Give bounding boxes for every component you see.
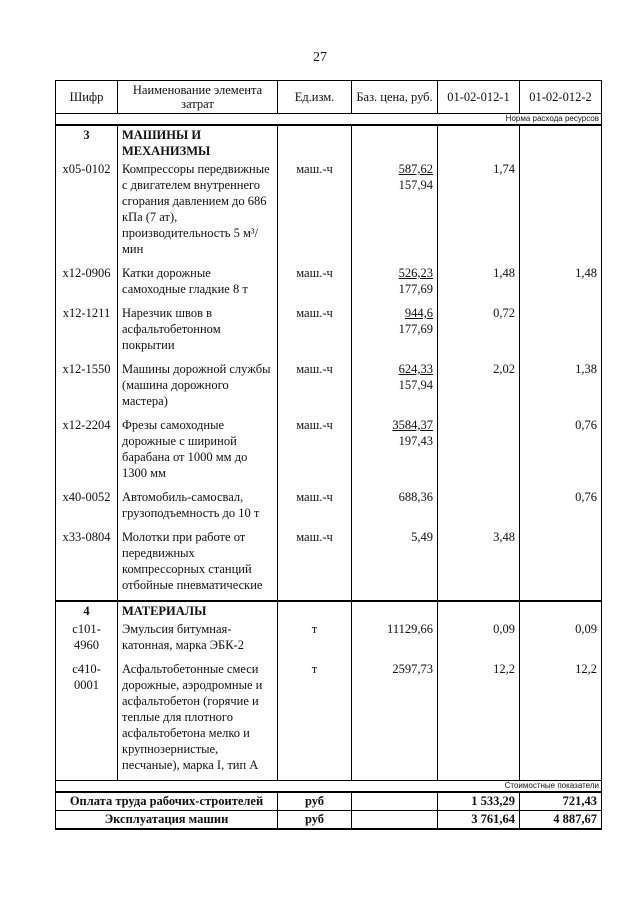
resource-name: Асфальтобетонные смеси дорожные, аэродромные и асфальтобетон (горячие и теплые для плотного асфальтобетона мелко и крупнозернистые, песчаные), марка I, тип А bbox=[118, 660, 278, 774]
resource-price bbox=[352, 620, 438, 654]
norm-col1: 12,2 bbox=[438, 660, 520, 774]
norm-col1 bbox=[438, 416, 520, 482]
base-price: 11129,66 bbox=[387, 622, 433, 636]
resource-unit: т bbox=[278, 620, 352, 654]
table-row bbox=[56, 620, 602, 654]
norm-col2: 1,48 bbox=[520, 264, 602, 298]
section-4-title: МАТЕРИАЛЫ bbox=[118, 601, 278, 620]
norm-col1 bbox=[438, 488, 520, 522]
section-3-number: 3 bbox=[56, 125, 118, 160]
total-label: Оплата труда рабочих-строителей bbox=[56, 792, 278, 811]
norm-col2: 0,76 bbox=[520, 488, 602, 522]
resource-unit: маш.-ч bbox=[278, 304, 352, 354]
resource-name: Машины дорожной службы (машина дорожного мастера) bbox=[118, 360, 278, 410]
resource-name: Фрезы самоходные дорожные с шириной барабана от 1000 мм до 1300 мм bbox=[118, 416, 278, 482]
resource-name: Катки дорожные самоходные гладкие 8 т bbox=[118, 264, 278, 298]
resource-code: х40-0052 bbox=[56, 488, 118, 522]
norm-note-row bbox=[56, 114, 602, 126]
header-code: Шифр bbox=[56, 81, 118, 114]
table-row bbox=[56, 416, 602, 482]
resource-unit: маш.-ч bbox=[278, 160, 352, 258]
total-unit: руб bbox=[278, 811, 352, 830]
norm-col2 bbox=[520, 528, 602, 594]
norm-col2 bbox=[520, 304, 602, 354]
header-col1: 01-02-012-1 bbox=[438, 81, 520, 114]
resource-table bbox=[55, 80, 602, 830]
base-price: 526,23 bbox=[398, 266, 433, 280]
resource-code: х12-1550 bbox=[56, 360, 118, 410]
norm-col1: 3,48 bbox=[438, 528, 520, 594]
norm-col1: 1,48 bbox=[438, 264, 520, 298]
resource-price bbox=[352, 264, 438, 298]
table-row bbox=[56, 304, 602, 354]
resource-price bbox=[352, 416, 438, 482]
total-col1: 1 533,29 bbox=[438, 792, 520, 811]
base-price: 587,62 bbox=[398, 162, 433, 176]
total-col2: 721,43 bbox=[520, 792, 602, 811]
section-3-title: МАШИНЫ И МЕХАНИЗМЫ bbox=[118, 125, 278, 160]
total-col2: 4 887,67 bbox=[520, 811, 602, 830]
resource-code: х12-0906 bbox=[56, 264, 118, 298]
section-4-header bbox=[56, 601, 602, 620]
resource-code: с410-0001 bbox=[56, 660, 118, 774]
norm-col2: 0,09 bbox=[520, 620, 602, 654]
norm-col1: 0,09 bbox=[438, 620, 520, 654]
base-price: 2597,73 bbox=[392, 662, 433, 676]
norm-col2: 0,76 bbox=[520, 416, 602, 482]
total-row bbox=[56, 811, 602, 830]
resource-code: х12-1211 bbox=[56, 304, 118, 354]
header-col2: 01-02-012-2 bbox=[520, 81, 602, 114]
resource-code: х33-0804 bbox=[56, 528, 118, 594]
resource-unit: маш.-ч bbox=[278, 488, 352, 522]
resource-name: Молотки при работе от передвижных компрессорных станций отбойные пневматические bbox=[118, 528, 278, 594]
wage-price: 177,69 bbox=[398, 322, 433, 336]
resource-price bbox=[352, 304, 438, 354]
table-row bbox=[56, 528, 602, 594]
resource-name: Автомобиль-самосвал, грузоподъемность до 10 т bbox=[118, 488, 278, 522]
table-row bbox=[56, 488, 602, 522]
header-row bbox=[56, 81, 602, 114]
total-unit: руб bbox=[278, 792, 352, 811]
resource-unit: маш.-ч bbox=[278, 528, 352, 594]
total-price-empty bbox=[352, 811, 438, 830]
base-price: 688,36 bbox=[398, 490, 433, 504]
norm-col1: 0,72 bbox=[438, 304, 520, 354]
header-price: Баз. цена, руб. bbox=[352, 81, 438, 114]
total-row bbox=[56, 792, 602, 811]
table-row bbox=[56, 264, 602, 298]
resource-price bbox=[352, 160, 438, 258]
section-4-number: 4 bbox=[56, 601, 118, 620]
total-label: Эксплуатация машин bbox=[56, 811, 278, 830]
wage-price: 157,94 bbox=[398, 178, 433, 192]
wage-price: 157,94 bbox=[398, 378, 433, 392]
resource-code: с101-4960 bbox=[56, 620, 118, 654]
resource-unit: маш.-ч bbox=[278, 360, 352, 410]
base-price: 944,6 bbox=[404, 306, 433, 320]
resource-unit: маш.-ч bbox=[278, 416, 352, 482]
wage-price: 197,43 bbox=[398, 434, 433, 448]
table-row bbox=[56, 360, 602, 410]
total-price-empty bbox=[352, 792, 438, 811]
wage-price: 177,69 bbox=[398, 282, 433, 296]
table-row bbox=[56, 660, 602, 774]
cost-note-row bbox=[56, 781, 602, 793]
resource-table-wrapper bbox=[55, 80, 602, 830]
base-price: 3584,37 bbox=[392, 418, 433, 432]
total-col1: 3 761,64 bbox=[438, 811, 520, 830]
resource-name: Компрессоры передвижные с двигателем внутреннего сгорания давлением до 686 кПа (7 ат), производительность 5 м³/мин bbox=[118, 160, 278, 258]
norm-note: Норма расхода ресурсов bbox=[56, 114, 602, 126]
resource-name: Эмульсия битумная-катонная, марка ЭБК-2 bbox=[118, 620, 278, 654]
table-row bbox=[56, 160, 602, 258]
resource-unit: маш.-ч bbox=[278, 264, 352, 298]
norm-col1: 1,74 bbox=[438, 160, 520, 258]
resource-unit: т bbox=[278, 660, 352, 774]
resource-code: х05-0102 bbox=[56, 160, 118, 258]
resource-price bbox=[352, 660, 438, 774]
norm-col2: 12,2 bbox=[520, 660, 602, 774]
section-3-header bbox=[56, 125, 602, 160]
page-number: 27 bbox=[313, 50, 327, 65]
norm-col2: 1,38 bbox=[520, 360, 602, 410]
cost-note: Стоимостные показатели bbox=[56, 781, 602, 793]
base-price: 5,49 bbox=[411, 530, 433, 544]
row-spacer bbox=[56, 594, 602, 601]
header-unit: Ед.изм. bbox=[278, 81, 352, 114]
resource-name: Нарезчик швов в асфальтобетонном покрытии bbox=[118, 304, 278, 354]
resource-price bbox=[352, 528, 438, 594]
norm-col1: 2,02 bbox=[438, 360, 520, 410]
resource-code: х12-2204 bbox=[56, 416, 118, 482]
base-price: 624,33 bbox=[398, 362, 433, 376]
resource-price bbox=[352, 360, 438, 410]
header-name: Наименование элемента затрат bbox=[118, 81, 278, 114]
norm-col2 bbox=[520, 160, 602, 258]
resource-price bbox=[352, 488, 438, 522]
